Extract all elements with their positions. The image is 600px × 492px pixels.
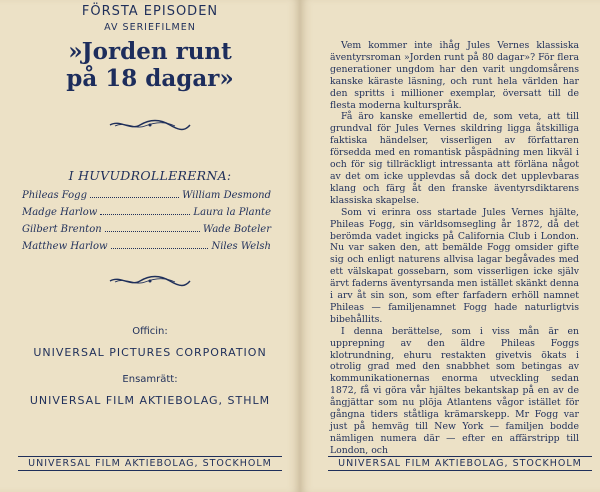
film-title <box>0 38 300 92</box>
cast-heading: I HUVUDROLLERERNA: <box>68 168 232 183</box>
cast-role: Gilbert Brenton <box>22 224 102 235</box>
cast-role: Phileas Fogg <box>22 190 87 201</box>
cast-role: Matthew Harlow <box>22 241 108 252</box>
article-body <box>330 40 579 457</box>
series-label: AV SERIEFILMEN <box>104 22 196 33</box>
paragraph: Som vi erinra oss startade Jules Vernes hjälte, Phileas Fogg, sin världsomsegling år 1872, då det berömda vadet ingicks på California Club i London. Nu var saken den, att bemälde Fogg omsider gifte sig och enligt naturens allvisa lagar begåvades med ett välskapat gossebarn, som visserligen icke själv ärvt faderns äventyrsanda men istället skänkt denna i arv åt sin son, som efter farfadern erhöll namnet Phileas — familjenamnet Fogg hade naturligtvis bibehållits. <box>330 206 579 325</box>
film-title-line1: »Jorden runt <box>68 38 232 65</box>
producer-name: UNIVERSAL PICTURES CORPORATION <box>33 346 267 359</box>
cast-actor: Wade Boteler <box>202 224 271 235</box>
rights-label: Ensamrätt: <box>122 374 178 385</box>
cast-role: Madge Harlow <box>22 207 98 218</box>
dot-leader <box>111 248 209 249</box>
paragraph: Få äro kanske emellertid de, som veta, att till grundval för Jules Vernes skildring ligga åtskilliga faktiska händelser, visserligen av författaren försedda med en romantisk påspädning men likväl i och för sig tillräckligt intressanta att förläna något av det om icke upplevdas så dock det upplevbaras klang och färg åt den franske äventyrsdiktarens klassiska skapelse. <box>330 111 579 206</box>
right-page <box>300 0 600 492</box>
dot-leader <box>105 231 200 232</box>
episode-label: FÖRSTA EPISODEN <box>81 4 219 19</box>
footer-rule-bottom <box>18 470 282 471</box>
left-footer <box>18 456 282 469</box>
producer-label: Officin: <box>132 326 168 337</box>
footer-rule-bottom <box>328 470 592 471</box>
cast-actor: Laura la Plante <box>193 207 271 218</box>
cast-actor: Niles Welsh <box>211 241 271 252</box>
right-footer <box>328 456 592 469</box>
cast-row <box>22 190 271 207</box>
footer-text: UNIVERSAL FILM AKTIEBOLAG, STOCKHOLM <box>28 458 272 469</box>
paragraph: I denna berättelse, som i viss mån är en upprepning av den äldre Phileas Foggs klotrundning, ehuru restakten givetvis ökats i otrolig grad med den snabbhet som betingas av kommunikationernas enorma utveckling sedan 1872, få vi göra vår hjältes bekantskap på en av de ångjättar som nu plöja Atlantens vågor istället för gångna tiders ståtliga krämarskepp. Mr Fogg var just på hemväg till New York — familjen bodde nämligen numera där — efter en affärstripp till London, och <box>330 325 579 456</box>
film-title-line2: på 18 dagar» <box>66 65 234 92</box>
rights-holder: UNIVERSAL FILM AKTIEBOLAG, STHLM <box>29 394 271 407</box>
dot-leader <box>100 214 190 215</box>
ornament-divider-icon <box>105 274 195 288</box>
ornament-divider-icon <box>105 118 195 132</box>
cast-actor: William Desmond <box>182 190 271 201</box>
footer-rule-top <box>18 456 282 457</box>
cast-row <box>22 241 271 258</box>
footer-text: UNIVERSAL FILM AKTIEBOLAG, STOCKHOLM <box>338 458 582 469</box>
dot-leader <box>90 197 179 198</box>
footer-rule-top <box>328 456 592 457</box>
cast-row <box>22 224 271 241</box>
cast-row <box>22 207 271 224</box>
paragraph: Vem kommer inte ihåg Jules Vernes klassiska äventyrsroman »Jorden runt på 80 dagar»? För flera generationer ungdom har den varit ungdomsårens kanske käraste läsning, och runt hela världen har den spritts i millioner exemplar, översatt till de flesta moderna kulturspråk. <box>330 40 579 111</box>
cast-list <box>22 190 271 258</box>
